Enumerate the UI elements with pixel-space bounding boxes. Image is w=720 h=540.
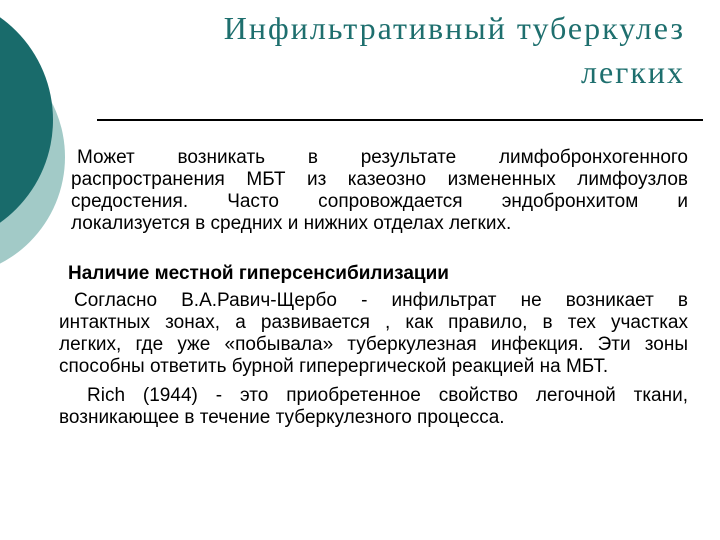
paragraph2-line: Согласно В.А.Равич-Щербо - инфильтрат не возникает в: [74, 290, 688, 311]
paragraph3-line: Rich (1944) - это приобретенное свойство легочной ткани,: [87, 385, 688, 406]
title-underline-rule: [97, 119, 703, 121]
paragraph2-line: способны ответить бурной гиперергической реакцией на МБТ.: [59, 356, 609, 377]
paragraph-ravich-scherbo: [59, 290, 688, 378]
paragraph1-line: Может возникать в результате лимфобронхогенного: [77, 147, 688, 168]
slide-title-line-2: легких: [581, 54, 685, 90]
paragraph3-line: возникающее в течение туберкулезного процесса.: [59, 407, 505, 428]
paragraph-rich-1944: [59, 385, 688, 429]
slide-title: [224, 6, 685, 94]
slide-title-line-1: Инфильтративный туберкулез: [223, 10, 685, 46]
paragraph1-line: распространения МБТ из казеозно измененных лимфоузлов: [71, 169, 688, 190]
paragraph2-line: интактных зонах, а развивается , как правило, в тех участках: [59, 312, 688, 333]
paragraph-lymphobronchogenic-spread: [71, 147, 688, 235]
paragraph1-line: средостения. Часто сопровождается эндобронхитом и: [71, 191, 688, 212]
paragraph2-line: легких, где уже «побывала» туберкулезная инфекция. Эти зоны: [59, 334, 688, 355]
hypersensibilization-section: [59, 263, 688, 429]
section-heading: Наличие местной гиперсенсибилизации: [68, 263, 449, 284]
paragraph1-line: локализуется в средних и нижних отделах легких.: [71, 213, 512, 234]
